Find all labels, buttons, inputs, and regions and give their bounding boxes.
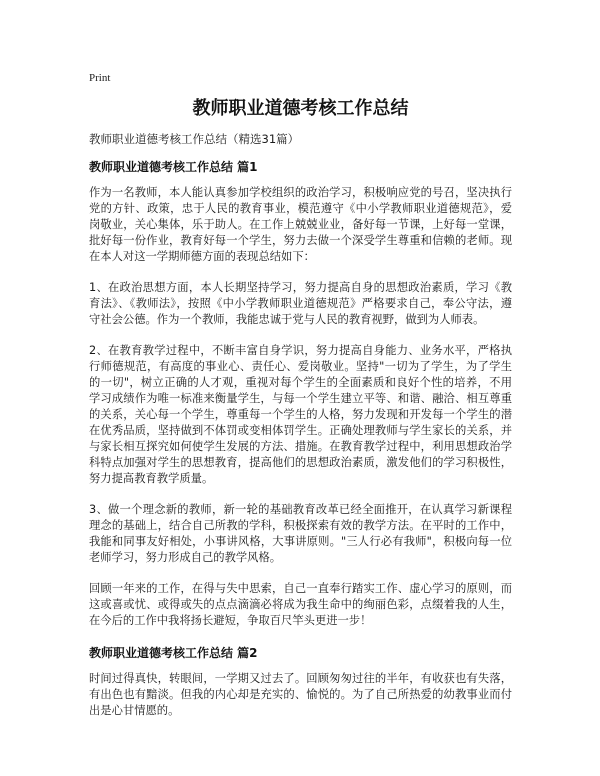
section-1 — [89, 158, 512, 629]
document-title: 教师职业道德考核工作总结 — [192, 98, 409, 119]
paragraph: 2、在教育教学过程中，不断丰富自身学识，努力提高自身能力、业务水平，严格执行师德规范，有高度的事业心、责任心、爱岗敬业。坚持"一切为了学生，为了学生的一切"，树立正确的人才观，重视对每个学生的全面素质和良好个性的培养，不用学习成绩作为唯一标准来衡量学生，与每一个学生建立平等、和谐、融洽、相互尊重的关系，关心每一个学生，尊重每一个学生的人格，努力发现和开发每一个学生的潜在优秀品质，坚持做到不体罚或变相体罚学生。正确处理教师与学生家长的关系，并与家长相互探究如何使学生发展的方法、措施。在教育教学过程中，利用思想政治学科特点加强对学生的思想教育，提高他们的思想政治素质，激发他们的学习积极性，努力提高教育教学质量。 — [89, 344, 512, 485]
paragraph: 1、在政治思想方面，本人长期坚持学习，努力提高自身的思想政治素质，学习《教育法》、《教师法》，按照《中小学教师职业道德规范》严格要求自己，奉公守法，遵守社会公德。作为一个教师，我能忠诚于党与人民的教育视野，做到为人师表。 — [89, 281, 512, 326]
paragraph: 回顾一年来的工作，在得与失中思索，自己一直奉行踏实工作、虚心学习的原则，而这或喜或忧、或得或失的点点滴滴必将成为我生命中的绚丽色彩，点缀着我的人生，在今后的工作中我将扬长避短，争取百尺竿头更进一步！ — [89, 582, 512, 627]
section-2 — [89, 644, 512, 719]
section-heading: 教师职业道德考核工作总结 篇2 — [89, 646, 258, 660]
document-subtitle: 教师职业道德考核工作总结（精选31篇） — [89, 132, 300, 146]
paragraph: 3、做一个理念新的教师，新一轮的基础教育改革已经全面推开，在认真学习新课程理念的基础上，结合自己所教的学科，积极探索有效的教学方法。在平时的工作中，我能和同事友好相处，小事讲风格，大事讲原则。"三人行必有我师"，积极向每一位老师学习，努力形成自己的教学风格。 — [89, 503, 512, 564]
section-heading: 教师职业道德考核工作总结 篇1 — [89, 160, 258, 174]
paragraph: 时间过得真快，转眼间，一学期又过去了。回顾匆匆过往的半年，有收获也有失落，有出色也有黯淡。但我的内心却是充实的、愉悦的。为了自己所热爱的幼教事业而付出是心甘情愿的。 — [89, 672, 512, 717]
paragraph: 作为一名教师，本人能认真参加学校组织的政治学习，积极响应党的号召，坚决执行党的方针、政策，忠于人民的教育事业，模范遵守《中小学教师职业道德规范》，爱岗敬业，关心集体，乐于助人。在工作上兢兢业业，备好每一节课，上好每一堂课，批好每一份作业，教育好每一个学生，努力去做一个深受学生尊重和信赖的老师。现在本人对这一学期师德方面的表现总结如下： — [89, 186, 512, 263]
print-link[interactable]: Print — [89, 72, 111, 84]
